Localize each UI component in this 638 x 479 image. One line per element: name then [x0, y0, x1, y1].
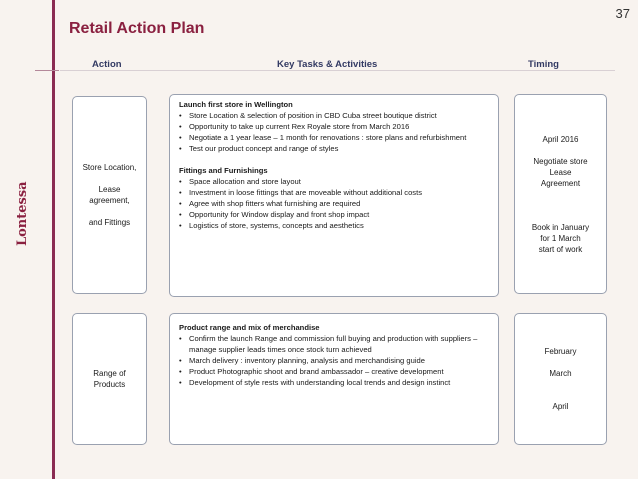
header-divider [60, 70, 615, 71]
task-group-heading: Product range and mix of merchandise [179, 323, 320, 332]
brand-logo: Lontessa [15, 181, 30, 246]
task-item: • Store Location & selection of position in CBD Cuba street boutique district [179, 110, 490, 121]
task-item: • Development of style rests with understanding local trends and design instinct [179, 377, 490, 388]
action-box-store-location [72, 96, 147, 294]
action-line: Products [93, 380, 126, 389]
timing-line: Lease [549, 167, 572, 177]
timing-line: March [549, 369, 572, 378]
timing-line: Negotiate store [533, 156, 588, 166]
task-item: • Negotiate a 1 year lease – 1 month for renovations : store plans and refurbishment [179, 132, 490, 143]
timing-line: for 1 March [540, 233, 581, 243]
task-item: • Opportunity for Window display and front shop impact [179, 209, 490, 220]
page-number: 37 [615, 6, 630, 21]
action-line: agreement, [89, 196, 130, 205]
column-header-tasks: Key Tasks & Activities [277, 59, 378, 70]
left-accent-tick [35, 70, 59, 71]
task-item: • Opportunity to take up current Rex Royale store from March 2016 [179, 121, 490, 132]
timing-box-range-of-products [514, 313, 607, 445]
task-item: • Agree with shop fitters what furnishing are required [179, 198, 490, 209]
task-item: • Investment in loose fittings that are moveable without additional costs [179, 187, 490, 198]
task-item: • March delivery : inventory planning, analysis and merchandising guide [179, 355, 490, 366]
task-item: • Product Photographic shoot and brand ambassador – creative development [179, 366, 490, 377]
action-box-range-of-products [72, 313, 147, 445]
task-list [179, 176, 490, 231]
task-item: • Space allocation and store layout [179, 176, 490, 187]
action-line: Lease [98, 185, 121, 194]
timing-line: April [552, 402, 569, 411]
timing-line: February [544, 347, 577, 356]
tasks-box-store-location [169, 94, 499, 297]
task-group-heading: Launch first store in Wellington [179, 100, 293, 109]
task-item: • Logistics of store, systems, concepts and aesthetics [179, 220, 490, 231]
task-list [179, 333, 490, 388]
task-item: • Confirm the launch Range and commission full buying and production with suppliers – manage supplier leads times once stock turn achieved [179, 333, 490, 355]
action-line: Store Location, [82, 163, 137, 172]
timing-line: start of work [538, 244, 583, 254]
page-title: Retail Action Plan [69, 20, 205, 37]
timing-box-store-location [514, 94, 607, 294]
tasks-box-range-of-products [169, 313, 499, 445]
timing-line: April 2016 [542, 134, 579, 144]
task-list [179, 110, 490, 154]
timing-line: Book in January [531, 222, 590, 232]
column-header-action: Action [92, 59, 122, 70]
task-item: • Test our product concept and range of styles [179, 143, 490, 154]
left-accent-line [52, 0, 55, 479]
spacer [179, 154, 490, 165]
task-group-heading: Fittings and Furnishings [179, 166, 268, 175]
column-header-timing: Timing [528, 59, 559, 70]
action-line: and Fittings [88, 218, 131, 227]
action-line: Range of [93, 369, 126, 378]
timing-line: Agreement [540, 178, 581, 188]
